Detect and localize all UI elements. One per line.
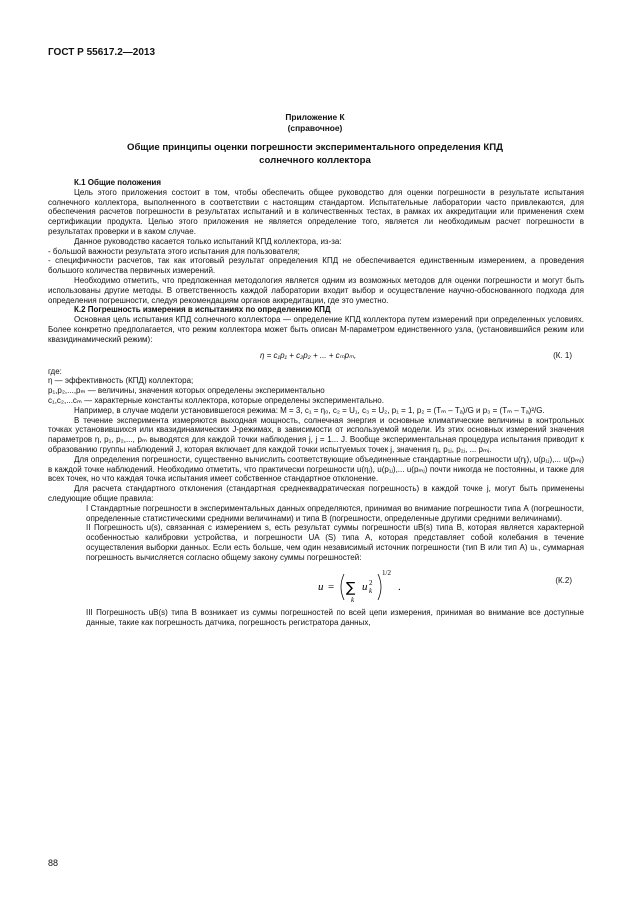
section-heading: К.1 Общие положения bbox=[74, 178, 161, 187]
definition-item: p₁,p₂,...,pₘ — величины, значения которых определены экспериментально bbox=[48, 386, 325, 396]
paragraph: Для расчета стандартного отклонения (стандартная среднеквадратическая погрешность) в каждой точке j, могут быть применены следующие общие правила: bbox=[48, 484, 584, 503]
formula-expression: η = c₁p₁ + c₂p₂ + ... + cₘpₘ, bbox=[260, 350, 357, 360]
formula-k2-graphic bbox=[318, 562, 438, 608]
formula-k1 bbox=[48, 345, 584, 367]
appendix-label: Приложение К bbox=[285, 112, 345, 122]
bullet-item: - большой важности результата этого испытания для пользователя; bbox=[48, 246, 300, 256]
paragraph: Например, в случае модели установившегося режима: M = 3, c₁ = η₀, c₂ = U₁, c₃ = U₂, p₁ = 1, p₂ = (Tₘ – Tₐ)/G и p₃ = (Tₘ – Tₐ)²/G. bbox=[74, 405, 545, 415]
formula-number: (К.2) bbox=[555, 576, 572, 586]
svg-text:k: k bbox=[351, 596, 355, 605]
paragraph: Цель этого приложения состоит в том, чтобы обеспечить общее руководство для оценки погрешности в результате испытания солнечного коллектора, выполненного в соответствии с настоящим стандартом. Испытательные лаборатории часто привлекаются, для обеспечения расчетов погрешности в результатах испытаний и в количественных тестах, в рамках их аккредитации или применения схем сертификации продукта. Целью этого приложения не является определение того, является ли необходимым расчет погрешности в результатах проверки и в каком случае. bbox=[48, 187, 584, 236]
document-body bbox=[48, 178, 584, 628]
svg-text:1/2: 1/2 bbox=[382, 569, 391, 578]
rule-item: II Погрешность u(s), связанная с измерением s, есть результат суммы погрешности uB(s) типа В, которая является характерной особенностью калибровки устройства, и погрешности UA (S) типа А, которая представляет собой колебания в течение осуществления выборки данных. Если есть больше, чем один независимый источник погрешности (тип В или тип А) uₖ, суммарная погрешность вычисляется согласно общему закону суммы погрешностей: bbox=[86, 523, 584, 562]
svg-text:.: . bbox=[398, 581, 401, 594]
svg-text:u: u bbox=[362, 581, 368, 594]
section-heading: К.2 Погрешность измерения в испытаниях по определению КПД bbox=[74, 305, 331, 315]
page-number: 88 bbox=[48, 858, 59, 868]
svg-text:=: = bbox=[328, 581, 335, 594]
svg-text:2: 2 bbox=[369, 579, 373, 588]
paragraph: Для определения погрешности, существенно вычислить соответствующие объединенные стандартные погрешности u(ηⱼ), u(p₁ⱼ),... u(pₘⱼ) в каждой точке наблюдений. Необходимо отметить, что практически погрешности u(ηⱼ), u(p₁ⱼ),... u(pₘⱼ) почти никогда не постоянны, и также для всех точек, но что каждая точка испытания имеет собственное стандартное отклонение. bbox=[48, 454, 585, 484]
rule-item: I Стандартные погрешности в экспериментальных данных определяются, принимая во внимание погрешности типа А (погрешности, определенные статистическими средними величинами) и типа В (погрешности, определенные другими средними величинами). bbox=[86, 503, 584, 523]
svg-text:k: k bbox=[369, 587, 373, 596]
standard-header: ГОСТ Р 55617.2—2013 bbox=[48, 47, 156, 58]
formula-k2 bbox=[48, 562, 584, 608]
paragraph: Данное руководство касается только испытаний КПД коллектора, из-за: bbox=[74, 236, 342, 246]
where-label: где: bbox=[48, 366, 62, 376]
paragraph: Необходимо отметить, что предложенная методология является одним из возможных методов для оценки погрешности и могут быть использованы другие методы. В ответственность каждой лаборатории входит выбор и осуществление научно-обоснованного подхода для определения погрешности, следуя рекомендациям органов аккредитации, где это уместно. bbox=[48, 275, 584, 305]
svg-text:∑: ∑ bbox=[346, 580, 356, 597]
bullet-item: - специфичности расчетов, так как итоговый результат определения КПД не обеспечивается единственным измерением, а проведения большого количества первичных измерений. bbox=[48, 256, 584, 276]
appendix-type: (справочное) bbox=[287, 123, 343, 133]
document-title-line2: солнечного коллектора bbox=[259, 155, 371, 166]
paragraph: В течение эксперимента измеряются выходная мощность, солнечная энергия и основные климатические величины в контрольных точках установившихся или квазидинамических J-режимах, в зависимости от используемой модели. Из этих основных измерений значения параметров η, p₁, p₂,..., pₘ выводятся для каждой точки наблюдения j, j = 1... J. Вообще экспериментальная процедура испытания приводит к образованию группы наблюдений J, которая включает для каждой точки испытуемых точек j, значения ηⱼ, p₁ⱼ, p₂ⱼ, ... pₘⱼ. bbox=[48, 415, 584, 454]
rule-item: III Погрешность uB(s) типа В возникает из суммы погрешностей по всей цепи измерения, принимая во внимание все доступные данные, такие как погрешность датчика, погрешность регистратора данных, bbox=[86, 608, 584, 628]
paragraph: Основная цель испытания КПД солнечного коллектора — определение КПД коллектора путем измерений при определенных условиях. Более конкретно предполагается, что режим коллектора может быть описан М-параметром единственного узла, (установившийся режим или квазидинамический режим): bbox=[48, 315, 584, 344]
definition-item: η — эффективность (КПД) коллектора; bbox=[48, 376, 194, 386]
definition-item: c₁,c₂,...cₘ — характерные константы коллектора, которые определены экспериментально. bbox=[48, 395, 384, 405]
svg-text:u: u bbox=[318, 581, 324, 594]
formula-number: (К. 1) bbox=[553, 350, 572, 360]
document-title-line1: Общие принципы оценки погрешности экспериментального определения КПД bbox=[126, 142, 504, 153]
